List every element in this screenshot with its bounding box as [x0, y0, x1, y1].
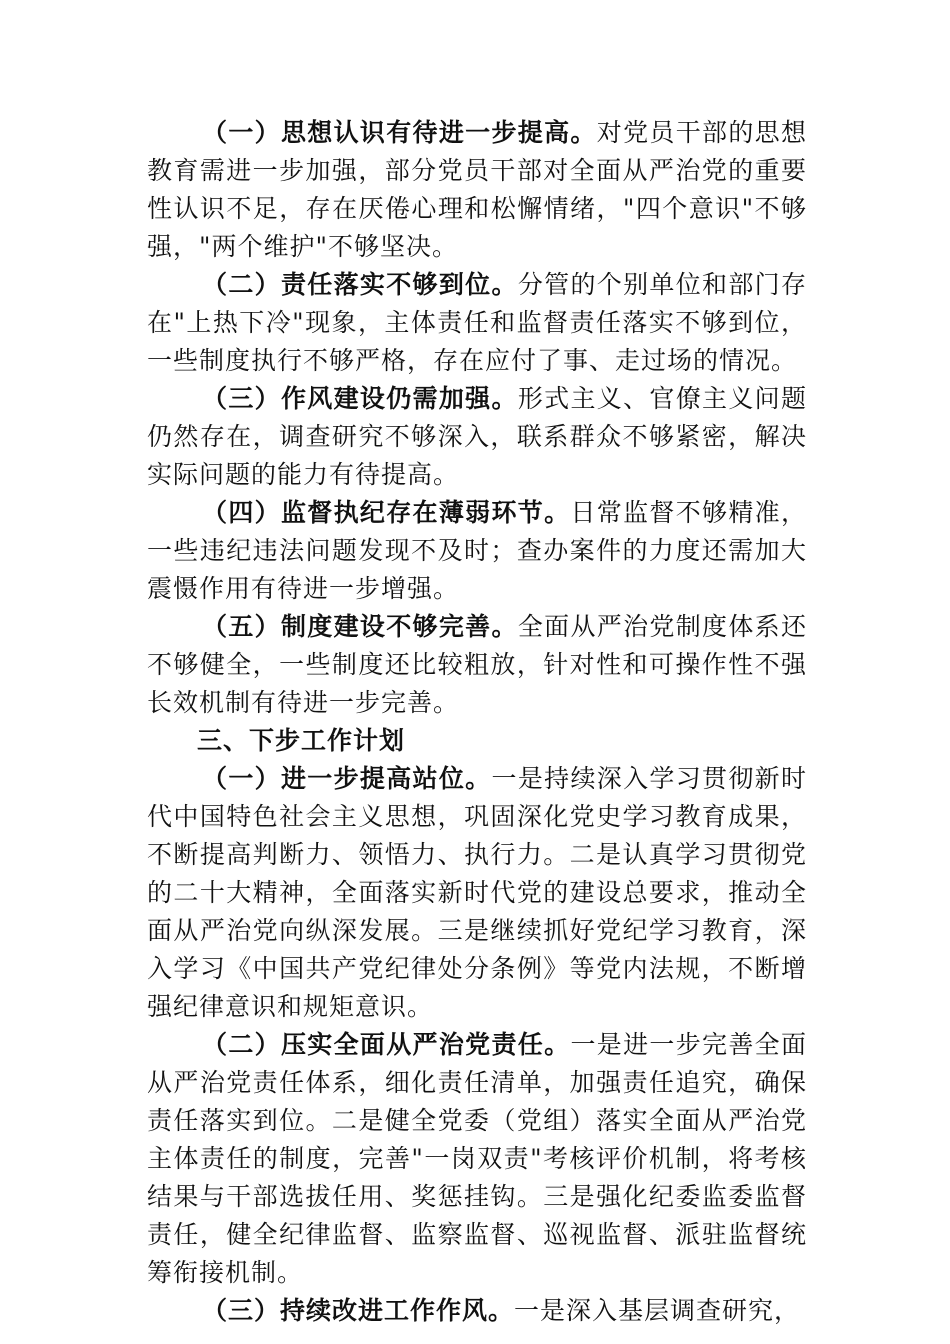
- paragraph-body: 日常监督不够精准，一些违纪违法问题发现不及时；查办案件的力度还需加大震慑作用有待进一步增强。: [147, 498, 807, 603]
- paragraph-heading: （二）责任落实不够到位。: [202, 270, 518, 299]
- paragraph-heading: （五）制度建设不够完善。: [202, 612, 518, 641]
- paragraph-body: 一是深入基层调查研究，: [514, 1296, 801, 1325]
- paragraph-body: 形式主义、官僚主义问题仍然存在，调查研究不够深入，联系群众不够紧密，解决实际问题的能力有待提高。: [147, 384, 807, 489]
- paragraph-heading: （二）压实全面从严治党责任。: [202, 1030, 571, 1059]
- paragraph-body: 一是进一步完善全面从严治党责任体系，细化责任清单，加强责任追究，确保责任落实到位。二是健全党委（党组）落实全面从严治党主体责任的制度，完善"一岗双责"考核评价机制，将考核结果与干部选拔任用、奖惩挂钩。三是强化纪委监委监督责任，健全纪律监督、监察监督、巡视监督、派驻监督统筹衔接机制。: [147, 1030, 807, 1287]
- paragraph-body: 一是持续深入学习贯彻新时代中国特色社会主义思想，巩固深化党史学习教育成果，不断提高判断力、领悟力、执行力。二是认真学习贯彻党的二十大精神，全面落实新时代党的建设总要求，推动全面从严治党向纵深发展。三是继续抓好党纪学习教育，深入学习《中国共产党纪律处分条例》等党内法规，不断增强纪律意识和规矩意识。: [147, 764, 807, 1021]
- paragraph-body: 分管的个别单位和部门存在"上热下冷"现象，主体责任和监督责任落实不够到位，一些制度执行不够严格，存在应付了事、走过场的情况。: [147, 270, 807, 375]
- plan-paragraph-1: [147, 760, 807, 1026]
- problem-paragraph-2: [147, 266, 807, 380]
- paragraph-heading: （四）监督执纪存在薄弱环节。: [202, 498, 571, 527]
- document-page: [147, 114, 807, 1330]
- problem-paragraph-4: [147, 494, 807, 608]
- problem-paragraph-5: [147, 608, 807, 722]
- problem-paragraph-1: [147, 114, 807, 266]
- paragraph-heading: （一）思想认识有待进一步提高。: [202, 118, 597, 147]
- problem-paragraph-3: [147, 380, 807, 494]
- paragraph-heading: （三）持续改进工作作风。: [202, 1296, 515, 1325]
- paragraph-body: 对党员干部的思想教育需进一步加强，部分党员干部对全面从严治党的重要性认识不足，存在厌倦心理和松懈情绪，"四个意识"不够强，"两个维护"不够坚决。: [147, 118, 807, 261]
- paragraph-heading: （三）作风建设仍需加强。: [202, 384, 518, 413]
- section-title: 三、下步工作计划: [197, 726, 406, 755]
- paragraph-heading: （一）进一步提高站位。: [202, 764, 492, 793]
- paragraph-body: 全面从严治党制度体系还不够健全，一些制度还比较粗放，针对性和可操作性不强长效机制有待进一步完善。: [147, 612, 807, 717]
- plan-paragraph-2: [147, 1026, 807, 1292]
- plan-paragraph-3: [147, 1292, 807, 1330]
